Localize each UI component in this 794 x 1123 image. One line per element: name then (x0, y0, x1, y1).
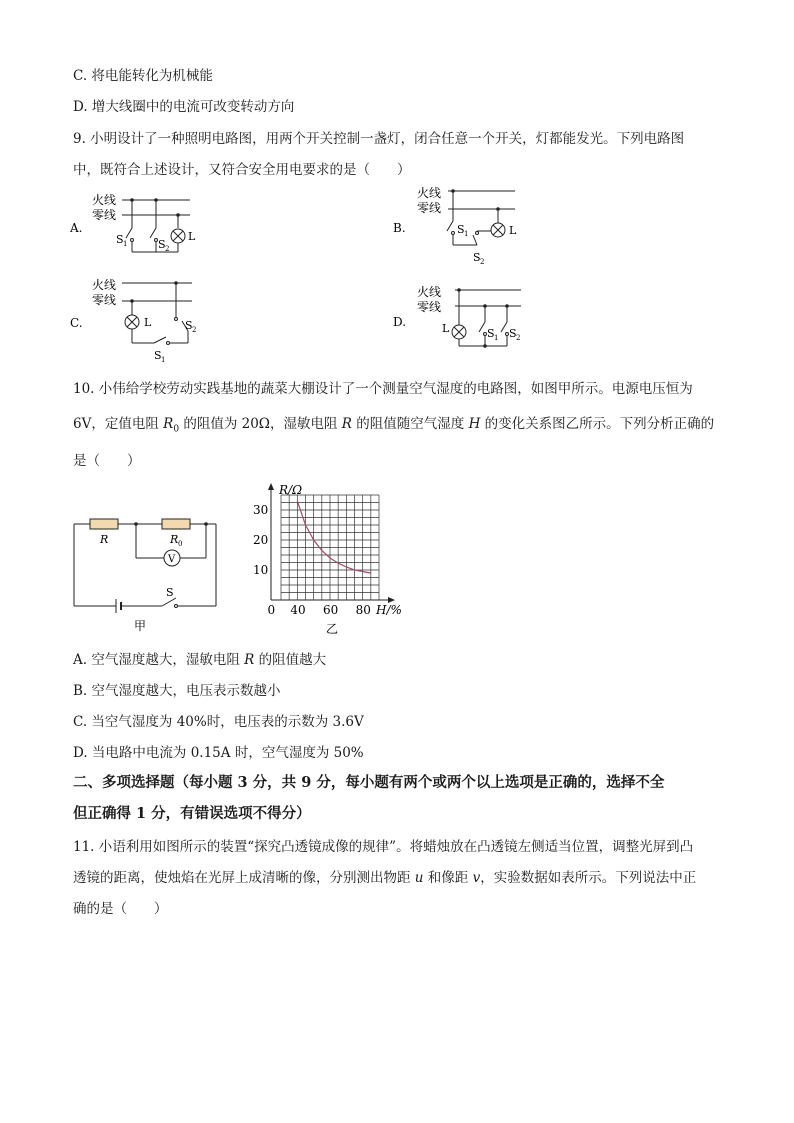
svg-text:1: 1 (123, 240, 128, 248)
svg-text:0: 0 (178, 540, 183, 548)
svg-text:1: 1 (494, 334, 499, 342)
q9-option-a-label: A. (70, 221, 83, 235)
svg-text:S: S (509, 327, 517, 340)
svg-text:S: S (166, 586, 174, 599)
svg-text:2: 2 (516, 334, 521, 342)
svg-text:零线: 零线 (417, 300, 442, 314)
q9-option-c-label: C. (70, 316, 83, 330)
svg-text:2: 2 (192, 326, 197, 334)
svg-text:S: S (116, 233, 124, 246)
q8-option-c: C. 将电能转化为机械能 (73, 68, 213, 84)
chart-grid (281, 495, 379, 600)
q9-circuit-d (393, 280, 528, 360)
live-wire-label: 火线 (92, 193, 117, 207)
svg-text:1: 1 (464, 230, 469, 238)
q10-stem-line1: 10. 小伟给学校劳动实践基地的蔬菜大棚设计了一个测量空气湿度的电路图，如图甲所示。电源电压恒为 (73, 381, 693, 397)
resistor-r (90, 519, 118, 529)
svg-text:S: S (457, 223, 465, 236)
svg-text:S: S (473, 251, 481, 264)
y-tick-label: 10 (253, 563, 269, 577)
svg-text:S: S (487, 327, 495, 340)
q10-chart-yi (243, 480, 408, 638)
q9-option-b-label: B. (393, 221, 406, 235)
svg-text:L: L (509, 224, 517, 237)
x-tick-label: 80 (355, 603, 371, 617)
q9-circuit-a (70, 190, 200, 260)
q10-stem-line3: 是（ ） (73, 453, 141, 469)
svg-text:L: L (144, 316, 152, 329)
svg-text:火线: 火线 (417, 186, 442, 200)
q10-option-c: C. 当空气湿度为 40%时，电压表的示数为 3.6V (73, 714, 364, 730)
resistor-r0 (162, 519, 190, 529)
q10-option-a: A. 空气湿度越大，湿敏电阻 R 的阻值越大 (73, 652, 327, 668)
q9-stem-line1: 9. 小明设计了一种照明电路图，用两个开关控制一盏灯，闭合任意一个开关，灯都能发光。下列电路图 (73, 131, 685, 147)
svg-text:S: S (185, 319, 193, 332)
q10-option-d: D. 当电路中电流为 0.15A 时，空气湿度为 50% (73, 745, 364, 761)
svg-text:L: L (442, 322, 450, 335)
svg-text:V: V (168, 554, 176, 565)
q9-option-d-label: D. (393, 315, 407, 329)
q8-option-d: D. 增大线圈中的电流可改变转动方向 (73, 99, 295, 115)
neutral-wire-label: 零线 (92, 208, 117, 222)
svg-text:S: S (158, 238, 166, 251)
svg-text:零线: 零线 (92, 293, 117, 307)
svg-text:零线: 零线 (417, 201, 442, 215)
x-tick-label: 40 (290, 603, 306, 617)
figure-caption-yi: 乙 (326, 622, 339, 636)
x-tick-label: 0 (267, 603, 276, 617)
svg-text:2: 2 (165, 245, 170, 253)
q9-circuit-c (70, 275, 205, 365)
q10-stem-line2: 6V，定值电阻 $R_0$ 的阻值为 20Ω，湿敏电阻 R 的阻值随空气湿度 H 的变化关系图乙所示。下列分析正确的 (73, 416, 715, 435)
svg-text:S: S (154, 349, 162, 362)
q9-stem-line2: 中，既符合上述设计，又符合安全用电要求的是（ ） (73, 162, 411, 178)
x-axis-label: H/% (376, 603, 402, 617)
q11-stem-line3: 确的是（ ） (73, 901, 168, 917)
section2-heading-line2: 但正确得 1 分，有错误选项不得分） (73, 805, 311, 822)
q11-stem-line1: 11. 小语利用如图所示的装置“探究凸透镜成像的规律”。将蜡烛放在凸透镜左侧适当位置，调整光屏到凸 (73, 839, 694, 855)
svg-text:R: R (170, 533, 179, 546)
figure-caption-jia: 甲 (134, 619, 147, 633)
y-axis-label: R/Ω (279, 483, 303, 497)
svg-text:L: L (188, 230, 196, 243)
svg-text:R: R (100, 533, 109, 546)
switch-icon (162, 598, 176, 606)
y-tick-label: 30 (253, 503, 269, 517)
q9-circuit-b (393, 183, 528, 273)
svg-text:火线: 火线 (417, 285, 442, 299)
q10-circuit-jia (66, 510, 226, 635)
section2-heading-line1: 二、多项选择题（每小题 3 分，共 9 分，每小题有两个或两个以上选项是正确的，选择不全 (73, 774, 665, 791)
q11-stem-line2: 透镜的距离，使烛焰在光屏上成清晰的像，分别测出物距 u 和像距 v，实验数据如表所示。下列说法中正 (73, 870, 697, 886)
x-tick-label: 60 (323, 603, 339, 617)
svg-text:1: 1 (161, 356, 166, 364)
svg-text:2: 2 (480, 258, 485, 266)
q10-option-b: B. 空气湿度越大，电压表示数越小 (73, 683, 281, 699)
svg-text:火线: 火线 (92, 278, 117, 292)
y-tick-label: 20 (253, 533, 269, 547)
